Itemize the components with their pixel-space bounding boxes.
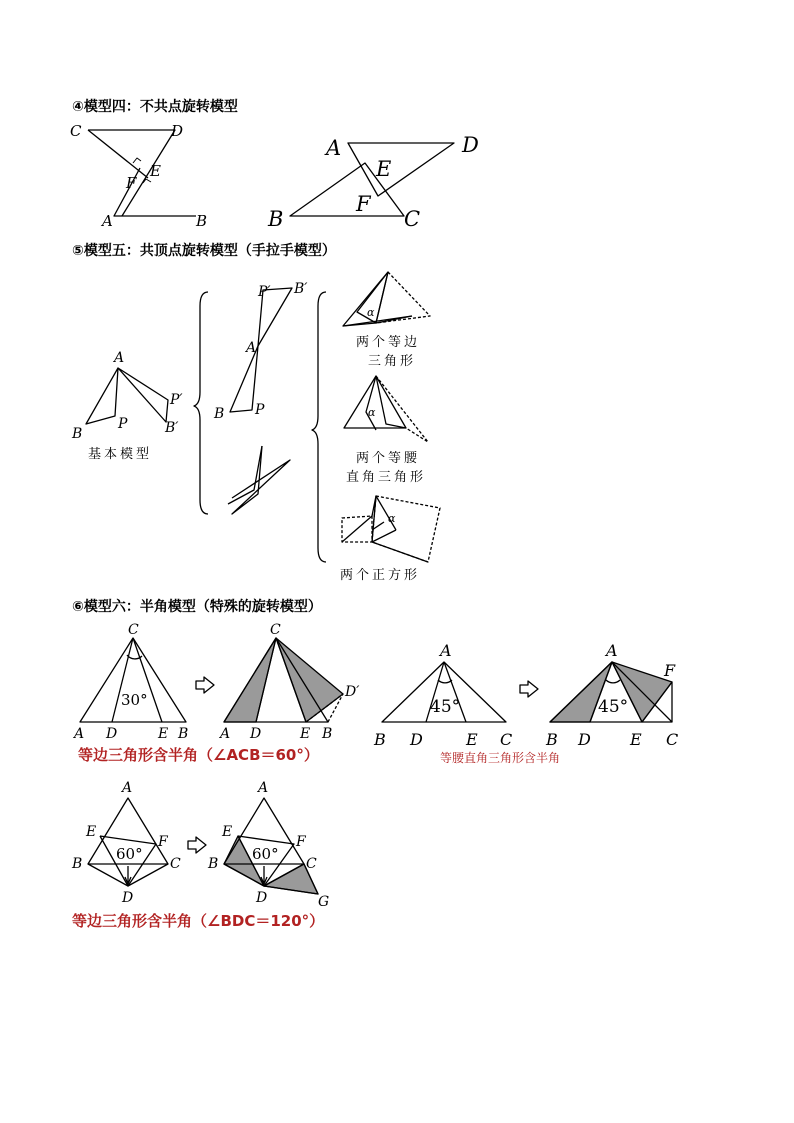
m5m-label-B: B: [214, 406, 225, 422]
h3-label-C: C: [500, 730, 513, 749]
isosceles-right-caption-line2: 直角三角形: [346, 470, 427, 485]
h3-label-D: D: [410, 730, 423, 749]
h4-angle-45: 45°: [598, 697, 629, 717]
h3-angle-45: 45°: [430, 697, 461, 717]
half-angle-caption-3: 等边三角形含半角（∠BDC＝120°）: [72, 912, 325, 930]
model5-equilateral-figure: [343, 272, 430, 326]
h4-label-A: A: [606, 641, 618, 660]
model5-collinear-figure: [230, 288, 292, 412]
h5-label-E: E: [86, 824, 97, 840]
h5-label-D: D: [122, 890, 134, 906]
m5-label-Pp: P′: [170, 392, 183, 408]
half-angle-equilateral-rotated: [224, 638, 343, 722]
model4-hourglass-figure: [88, 130, 196, 216]
m5-label-A: A: [114, 350, 125, 366]
half-angle-equilateral-1: [80, 638, 186, 722]
m4a-label-C: C: [70, 122, 82, 140]
m4b-label-E: E: [376, 157, 392, 181]
m5-label-P: P: [118, 416, 128, 432]
h4-label-C: C: [666, 730, 679, 749]
equilateral-caption-line2: 三角形: [368, 354, 417, 369]
left-brace: [194, 292, 208, 514]
m5r-eq-alpha: α: [367, 306, 375, 319]
h4-label-D: D: [578, 730, 591, 749]
h1-label-D: D: [106, 726, 118, 742]
h1-label-E: E: [158, 726, 169, 742]
h6-label-F: F: [296, 834, 306, 850]
h3-label-B: B: [374, 730, 386, 749]
equilateral-caption-line1: 两个等边: [356, 335, 421, 350]
m5r-sq-alpha: α: [388, 512, 396, 525]
m4b-label-A: A: [326, 136, 342, 160]
h6-angle-60: 60°: [252, 845, 279, 863]
h6-label-C: C: [306, 856, 317, 872]
h4-label-E: E: [630, 730, 642, 749]
h5-label-B: B: [72, 856, 83, 872]
m4b-label-D: D: [462, 133, 479, 157]
h6-label-A: A: [258, 780, 269, 796]
m4b-label-C: C: [404, 207, 421, 231]
h3-label-E: E: [466, 730, 478, 749]
right-brace: [312, 292, 326, 562]
h5-label-A: A: [122, 780, 133, 796]
half-angle-caption-1: 等边三角形含半角（∠ACB＝60°）: [78, 746, 319, 764]
h5-angle-60: 60°: [116, 845, 143, 863]
h1-label-B: B: [178, 726, 189, 742]
h2-label-B: B: [322, 726, 333, 742]
transform-arrow-2: [520, 681, 538, 697]
m4a-label-D: D: [171, 122, 184, 140]
transform-arrow-3: [188, 837, 206, 853]
model5-overlap-figure: [228, 446, 290, 514]
m4b-label-F: F: [356, 192, 371, 216]
h5-label-C: C: [170, 856, 181, 872]
m4a-label-B: B: [196, 212, 208, 230]
h5-label-F: F: [158, 834, 168, 850]
h4-label-F: F: [664, 661, 676, 680]
basic-model-caption: 基本模型: [88, 447, 153, 462]
h6-label-G: G: [318, 894, 330, 910]
h6-label-D: D: [256, 890, 268, 906]
model-6-heading: ⑥模型六：半角模型（特殊的旋转模型）: [72, 599, 322, 615]
h4-label-B: B: [546, 730, 558, 749]
m5m-label-P: P: [255, 402, 265, 418]
m4a-label-F: F: [126, 174, 137, 192]
model4-triangles-figure: [290, 143, 454, 216]
m4a-label-A: A: [102, 212, 113, 230]
m5-label-B: B: [72, 426, 83, 442]
h3-label-A: A: [440, 641, 452, 660]
h2-label-C: C: [270, 622, 281, 638]
m5-label-Bp: B′: [165, 420, 179, 436]
h2-label-D: D: [250, 726, 262, 742]
m5r-iso-alpha: α: [368, 406, 376, 419]
model5-isosceles-right-figure: [344, 376, 428, 442]
h6-label-E: E: [222, 824, 233, 840]
h2-label-E: E: [300, 726, 311, 742]
h1-label-A: A: [74, 726, 85, 742]
squares-caption: 两个正方形: [340, 568, 421, 583]
h2-label-A: A: [220, 726, 231, 742]
m5m-label-Pp: P′: [258, 284, 271, 300]
m4a-label-E: E: [150, 162, 161, 180]
half-angle-120-figure: [88, 798, 168, 886]
model5-squares-figure: [342, 496, 440, 562]
half-angle-caption-2: 等腰直角三角形含半角: [440, 751, 561, 765]
h1-label-C: C: [128, 622, 139, 638]
transform-arrow-1: [196, 677, 214, 693]
m5m-label-Bp: B′: [294, 281, 308, 297]
h2-label-Dp: D′: [345, 684, 360, 700]
m4b-label-B: B: [268, 207, 284, 231]
h1-angle-30: 30°: [121, 691, 148, 709]
m5m-label-A: A: [246, 340, 257, 356]
h6-label-B: B: [208, 856, 219, 872]
model-5-heading: ⑤模型五：共顶点旋转模型（手拉手模型）: [72, 243, 336, 259]
isosceles-right-caption-line1: 两个等腰: [356, 451, 421, 466]
model-4-heading: ④模型四：不共点旋转模型: [72, 99, 238, 115]
